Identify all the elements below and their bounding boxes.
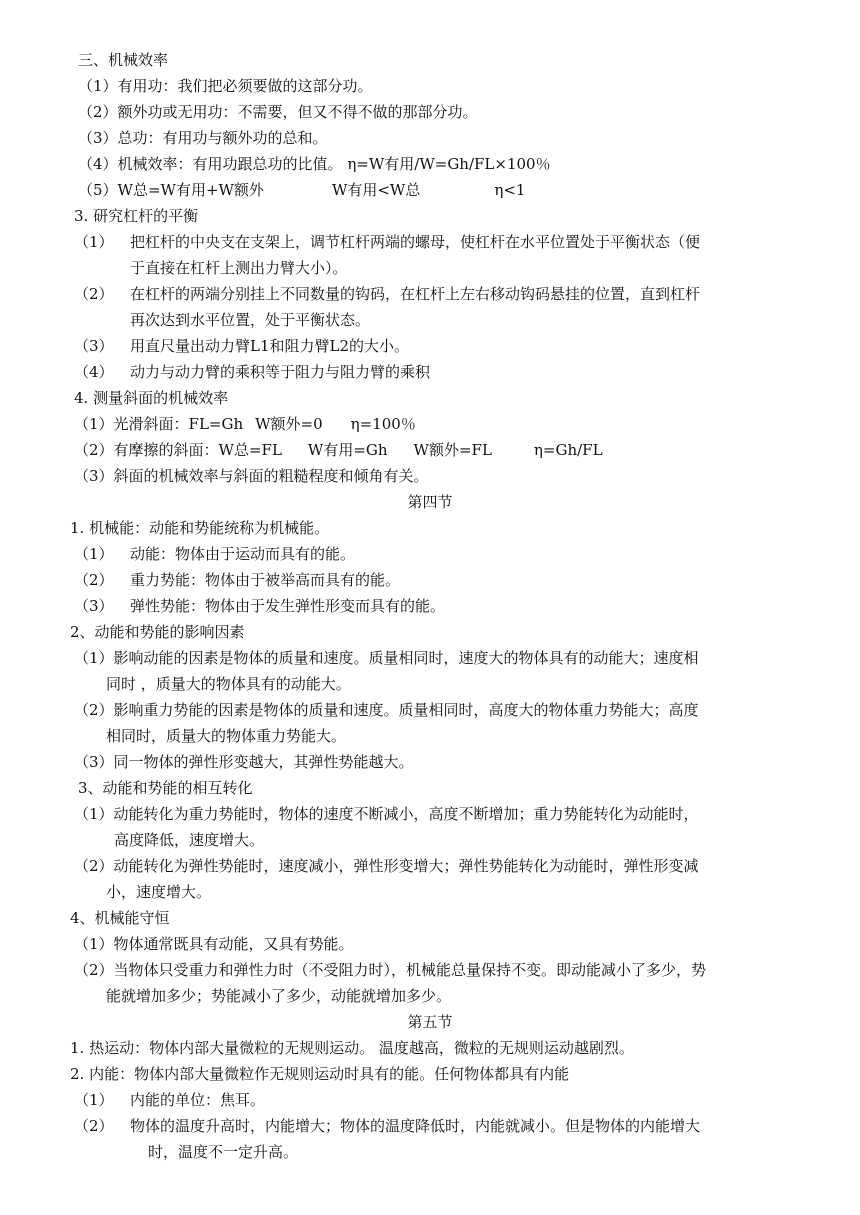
paragraph: 内能的单位：焦耳。: [130, 1091, 266, 1109]
paragraph: 于直接在杠杆上测出力臂大小）。: [130, 259, 348, 277]
paragraph: 动力与动力臂的乘积等于阻力与阻力臂的乘积: [130, 363, 431, 381]
list-item-number: （2）: [74, 1117, 114, 1135]
paragraph: （1）有用功：我们把必须要做的这部分功。: [78, 77, 373, 95]
section-heading: 4、机械能守恒: [70, 909, 170, 927]
paragraph: 高度降低，速度增大。: [114, 831, 265, 849]
paragraph: 用直尺量出动力臂L1和阻力臂L2的大小。: [130, 337, 410, 355]
list-item-number: （3）: [74, 337, 114, 355]
list-item-number: （3）: [74, 597, 114, 615]
paragraph: 同时 ，质量大的物体具有的动能大。: [106, 675, 351, 693]
paragraph: （4）机械效率：有用功跟总功的比值。 η=W有用/W=Gh/FL×100％: [78, 155, 551, 173]
formula-smooth-incline: （1）光滑斜面：FL=Gh: [74, 415, 244, 433]
formula-useful-less-than-total: W有用<W总: [331, 181, 421, 199]
paragraph: （2）当物体只受重力和弹性力时（不受阻力时），机械能总量保持不变。即动能减小了多少，势: [74, 961, 707, 979]
paragraph: 重力势能：物体由于被举高而具有的能。: [130, 571, 401, 589]
paragraph: （2）动能转化为弹性势能时，速度减小，弹性形变增大；弹性势能转化为动能时，弹性形变减: [74, 857, 699, 875]
paragraph: （1）物体通常既具有动能，又具有势能。: [74, 935, 354, 953]
section-heading: 3. 研究杠杆的平衡: [74, 207, 199, 225]
section-heading: 3、动能和势能的相互转化: [78, 779, 253, 797]
paragraph: （2）影响重力势能的因素是物体的质量和速度。质量相同时，高度大的物体重力势能大；高度: [74, 701, 699, 719]
formula-extra-work-fl: W额外=FL: [413, 441, 492, 459]
section-heading: 1. 机械能：动能和势能统称为机械能。: [70, 519, 330, 537]
paragraph: （3）同一物体的弹性形变越大，其弹性势能越大。: [74, 753, 414, 771]
paragraph: [74, 417, 416, 432]
paragraph: 动能：物体由于运动而具有的能。: [130, 545, 356, 563]
formula-total-work-fl: （2）有摩擦的斜面：W总=FL: [74, 441, 282, 459]
formula-total-work: （5）W总=W有用+W额外: [78, 181, 264, 199]
paragraph: （1）影响动能的因素是物体的质量和速度。质量相同时，速度大的物体具有的动能大；速度相: [74, 649, 699, 667]
formula-efficiency-gh-fl: η=Gh/FL: [533, 441, 603, 459]
section-number-heading: 第五节: [407, 1013, 453, 1031]
paragraph: 把杠杆的中央支在支架上，调节杠杆两端的螺母，使杠杆在水平位置处于平衡状态（便: [130, 233, 701, 251]
paragraph: 1. 热运动：物体内部大量微粒的无规则运动。 温度越高，微粒的无规则运动越剧烈。: [70, 1039, 634, 1057]
list-item-number: （4）: [74, 363, 114, 381]
paragraph: 小，速度增大。: [106, 883, 212, 901]
list-item-number: （1）: [74, 1091, 114, 1109]
paragraph: 再次达到水平位置，处于平衡状态。: [130, 311, 371, 329]
paragraph: （3）总功：有用功与额外功的总和。: [78, 129, 328, 147]
formula-extra-work-zero: W额外=0: [255, 415, 323, 433]
section-number-heading: 第四节: [407, 493, 453, 511]
paragraph: 在杠杆的两端分别挂上不同数量的钩码，在杠杆上左右移动钩码悬挂的位置，直到杠杆: [130, 285, 701, 303]
paragraph: [78, 183, 525, 198]
paragraph: （1）动能转化为重力势能时，物体的速度不断减小，高度不断增加；重力势能转化为动能时，: [74, 805, 699, 823]
list-item-number: （2）: [74, 571, 114, 589]
formula-useful-work-gh: W有用=Gh: [307, 441, 388, 459]
paragraph: 能就增加多少；势能减小了多少，动能就增加多少。: [106, 987, 452, 1005]
paragraph: 时，温度不一定升高。: [148, 1143, 299, 1161]
paragraph: [74, 443, 603, 458]
section-heading: 三、机械效率: [78, 51, 169, 69]
formula-efficiency-100: η=100％: [350, 415, 416, 433]
list-item-number: （1）: [74, 545, 114, 563]
list-item-number: （2）: [74, 285, 114, 303]
section-heading: 2、动能和势能的影响因素: [70, 623, 245, 641]
paragraph: （3）斜面的机械效率与斜面的粗糙程度和倾角有关。: [74, 467, 429, 485]
list-item-number: （1）: [74, 233, 114, 251]
paragraph: 弹性势能：物体由于发生弹性形变而具有的能。: [130, 597, 446, 615]
paragraph: 2. 内能：物体内部大量微粒作无规则运动时具有的能。任何物体都具有内能: [70, 1065, 570, 1083]
paragraph: （2）额外功或无用功：不需要，但又不得不做的那部分功。: [78, 103, 478, 121]
paragraph: 相同时，质量大的物体重力势能大。: [106, 727, 347, 745]
formula-efficiency-less-than-one: η<1: [494, 181, 526, 199]
paragraph: 物体的温度升高时，内能增大；物体的温度降低时，内能就减小。但是物体的内能增大: [130, 1117, 701, 1135]
section-heading: 4. 测量斜面的机械效率: [74, 389, 229, 407]
